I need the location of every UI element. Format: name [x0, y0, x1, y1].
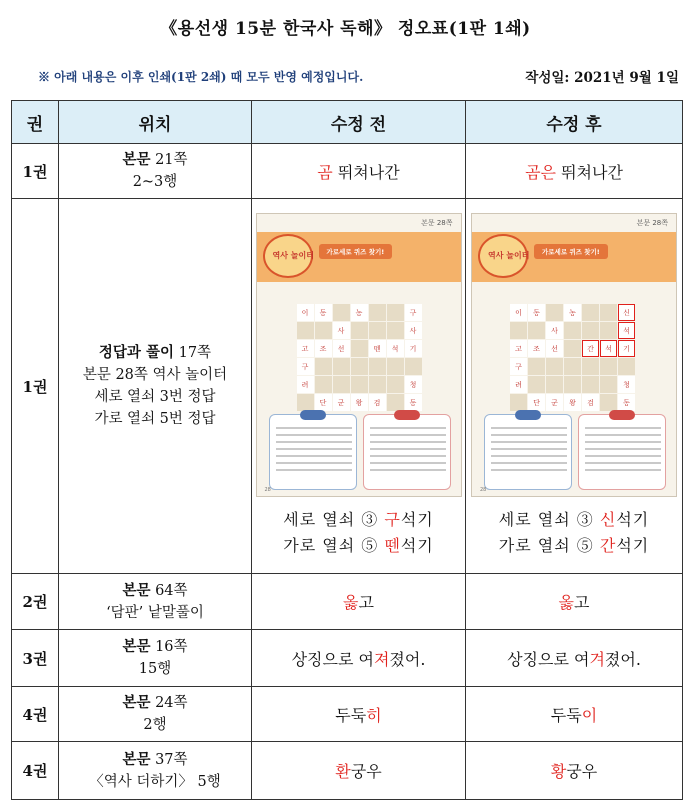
crossword-cell — [510, 322, 527, 339]
crossword-cell: 석 — [387, 340, 404, 357]
answer-highlight: 간 — [599, 536, 617, 555]
crossword-cell: 고 — [297, 340, 314, 357]
crossword-cell: 단 — [315, 394, 332, 411]
after-answers — [466, 507, 682, 559]
crossword-cell — [315, 358, 332, 375]
answer-text: 세로 열쇠 ③ — [283, 510, 385, 529]
header-volume: 권 — [12, 101, 59, 144]
reprint-notice: ※ 아래 내용은 이후 인쇄(1판 2쇄) 때 모두 반영 예정입니다. — [38, 70, 364, 84]
before-text: 졌어. — [389, 649, 426, 669]
crossword-cell: 려 — [510, 376, 527, 393]
crossword-cell — [333, 376, 350, 393]
crossword-cell: 사 — [333, 322, 350, 339]
crossword-cell — [315, 322, 332, 339]
location-line: 2행 — [143, 717, 167, 733]
crossword-cell — [600, 376, 617, 393]
volume-cell: 1권 — [12, 199, 59, 574]
crossword-cell: 석 — [618, 322, 635, 339]
after-cell — [466, 199, 683, 574]
crossword-cell: 조 — [528, 340, 545, 357]
answer-text: 석기 — [400, 536, 434, 555]
after-highlight: 옳 — [558, 593, 574, 612]
after-text: 두둑 — [550, 705, 582, 725]
crossword-cell: 청 — [618, 376, 635, 393]
crossword-cell: 선 — [546, 340, 563, 357]
after-text: 궁우 — [566, 762, 598, 781]
table-row — [12, 630, 683, 687]
header-before: 수정 전 — [252, 101, 466, 144]
table-row — [12, 687, 683, 742]
crossword-cell: 검 — [582, 394, 599, 411]
crossword-cell — [351, 340, 368, 357]
horizontal-clue-box — [363, 414, 451, 490]
crossword-cell: 고 — [510, 340, 527, 357]
crossword-cell: 검 — [369, 394, 386, 411]
thumbnail-footer: 28 — [264, 487, 271, 493]
crossword-cell — [369, 322, 386, 339]
table-row — [12, 199, 683, 574]
crossword-cell: 왕 — [564, 394, 581, 411]
location-line: ‘담판’ 낱말풀이 — [106, 604, 204, 621]
before-text: 두둑 — [335, 705, 367, 725]
document-title: 《용선생 15분 한국사 독해》 정오표(1판 1쇄) — [160, 19, 531, 39]
vertical-clue-box — [484, 414, 572, 490]
location-line: 본문 28쪽 역사 놀이터 — [82, 367, 228, 383]
crossword-cell: 단 — [528, 394, 545, 411]
location-label: 본문 — [122, 581, 151, 599]
crossword-cell — [564, 340, 581, 357]
crossword-cell: 선 — [333, 340, 350, 357]
header-location: 위치 — [59, 101, 252, 144]
location-line: 가로 열쇠 5번 정답 — [94, 411, 216, 427]
location-page: 64쪽 — [150, 582, 188, 599]
answer-highlight: 신 — [599, 510, 617, 529]
header-after: 수정 후 — [466, 101, 683, 144]
before-cell — [252, 199, 466, 574]
crossword-cell — [600, 358, 617, 375]
location-page: 16쪽 — [150, 639, 188, 655]
table-row — [12, 574, 683, 630]
crossword-cell: 기 — [405, 340, 422, 357]
crossword-cell — [564, 322, 581, 339]
before-highlight: 환 — [335, 762, 351, 781]
thumbnail-title: 가로세로 퀴즈 찾기! — [319, 244, 393, 259]
location-label: 본문 — [122, 638, 151, 655]
location-line: 2~3행 — [132, 174, 178, 190]
crossword-cell: 농 — [564, 304, 581, 321]
answer-text: 가로 열쇠 ⑤ — [283, 536, 385, 555]
table-row — [12, 742, 683, 800]
crossword-cell: 이 — [297, 304, 314, 321]
location-line: 세로 열쇠 3번 정답 — [94, 389, 216, 405]
location-page: 17쪽 — [174, 345, 212, 361]
errata-table — [11, 100, 683, 800]
location-cell — [59, 630, 252, 687]
crossword-cell: 동 — [528, 304, 545, 321]
volume-cell: 2권 — [12, 574, 59, 630]
before-cell — [252, 144, 466, 199]
after-text: 상징으로 여 — [507, 649, 590, 669]
crossword-cell — [600, 304, 617, 321]
crossword-cell — [333, 304, 350, 321]
answer-text: 석기 — [616, 510, 650, 529]
crossword-cell: 구 — [297, 358, 314, 375]
puzzle-page-thumbnail-after — [471, 213, 677, 497]
crossword-cell: 청 — [405, 376, 422, 393]
crossword-cell: 군 — [333, 394, 350, 411]
volume-cell: 3권 — [12, 630, 59, 687]
location-line: 15행 — [138, 661, 172, 677]
before-cell — [252, 687, 466, 742]
crossword-cell — [387, 358, 404, 375]
after-cell — [466, 687, 683, 742]
crossword-cell — [369, 358, 386, 375]
logo-text: 역사 놀이터 — [272, 251, 314, 260]
answer-text: 세로 열쇠 ③ — [498, 510, 600, 529]
crossword-cell — [351, 358, 368, 375]
before-cell — [252, 574, 466, 630]
crossword-cell — [315, 376, 332, 393]
crossword-grid-before — [297, 304, 422, 411]
crossword-cell — [369, 304, 386, 321]
crossword-cell — [297, 394, 314, 411]
crossword-cell: 군 — [546, 394, 563, 411]
crossword-grid-after — [510, 304, 635, 411]
before-text: 궁우 — [350, 762, 382, 781]
crossword-cell: 사 — [405, 322, 422, 339]
crossword-cell: 동 — [405, 394, 422, 411]
crossword-cell: 기 — [618, 340, 635, 357]
crossword-cell: 려 — [297, 376, 314, 393]
before-answers — [252, 507, 465, 559]
location-cell — [59, 687, 252, 742]
crossword-cell: 석 — [600, 340, 617, 357]
crossword-cell — [528, 376, 545, 393]
crossword-cell — [546, 358, 563, 375]
after-cell — [466, 144, 683, 199]
crossword-cell — [582, 376, 599, 393]
crossword-cell — [546, 304, 563, 321]
crossword-cell — [351, 322, 368, 339]
crossword-cell — [618, 358, 635, 375]
location-cell — [59, 742, 252, 800]
crossword-cell — [405, 358, 422, 375]
crossword-cell — [564, 358, 581, 375]
crossword-cell — [351, 376, 368, 393]
crossword-cell — [528, 358, 545, 375]
crossword-cell — [333, 358, 350, 375]
crossword-cell — [600, 322, 617, 339]
crossword-cell — [582, 322, 599, 339]
crossword-cell: 구 — [405, 304, 422, 321]
vertical-clue-box — [269, 414, 357, 490]
crossword-cell: 사 — [546, 322, 563, 339]
after-text: 고 — [574, 593, 590, 612]
crossword-cell — [528, 322, 545, 339]
answer-highlight: 뗀 — [384, 536, 401, 555]
horizontal-clue-box — [578, 414, 666, 490]
crossword-cell — [387, 376, 404, 393]
puzzle-page-thumbnail-before — [256, 213, 462, 497]
crossword-cell: 동 — [315, 304, 332, 321]
thumbnail-page-label: 본문 28쪽 — [636, 219, 668, 227]
location-cell — [59, 574, 252, 630]
after-text: 뛰쳐나간 — [556, 162, 623, 182]
before-cell — [252, 630, 466, 687]
crossword-cell — [387, 322, 404, 339]
crossword-cell: 농 — [351, 304, 368, 321]
thumbnail-page-label: 본문 28쪽 — [421, 219, 453, 227]
crossword-cell — [387, 304, 404, 321]
location-label: 본문 — [122, 694, 151, 711]
location-cell — [59, 199, 252, 574]
before-highlight: 히 — [366, 705, 382, 725]
after-highlight: 겨 — [589, 649, 605, 669]
answer-text: 석기 — [616, 536, 650, 555]
thumbnail-footer: 28 — [480, 487, 487, 493]
before-text: 고 — [358, 593, 374, 612]
after-cell — [466, 574, 683, 630]
after-highlight: 황 — [550, 762, 567, 781]
after-highlight: 곰은 — [525, 162, 556, 182]
table-header-row — [12, 101, 683, 144]
after-text: 졌어. — [604, 649, 641, 669]
location-line: 〈역사 더하기〉 5행 — [89, 773, 221, 790]
crossword-cell: 이 — [510, 304, 527, 321]
crossword-cell: 왕 — [351, 394, 368, 411]
crossword-cell: 뗀 — [369, 340, 386, 357]
crossword-cell — [369, 376, 386, 393]
before-text: 상징으로 여 — [291, 649, 374, 669]
crossword-cell: 간 — [582, 340, 599, 357]
answer-text: 가로 열쇠 ⑤ — [498, 536, 600, 555]
logo-text: 역사 놀이터 — [488, 251, 530, 260]
after-highlight: 이 — [581, 705, 598, 725]
before-cell — [252, 742, 466, 800]
crossword-cell — [546, 376, 563, 393]
thumbnail-title: 가로세로 퀴즈 찾기! — [534, 244, 608, 259]
location-label: 본문 — [122, 151, 151, 168]
crossword-cell — [297, 322, 314, 339]
before-text: 뛰쳐나간 — [332, 162, 400, 182]
crossword-cell: 동 — [618, 394, 635, 411]
answer-highlight: 구 — [384, 510, 401, 529]
crossword-cell — [564, 376, 581, 393]
table-row — [12, 144, 683, 199]
crossword-cell — [387, 394, 404, 411]
after-cell — [466, 742, 683, 800]
location-page: 21쪽 — [150, 152, 188, 168]
written-date: 작성일: 2021년 9월 1일 — [525, 70, 679, 86]
volume-cell: 1권 — [12, 144, 59, 199]
volume-cell: 4권 — [12, 687, 59, 742]
before-highlight: 져 — [373, 649, 390, 669]
crossword-cell — [600, 394, 617, 411]
location-page: 37쪽 — [150, 751, 188, 768]
before-highlight: 옳 — [343, 593, 359, 612]
before-highlight: 곰 — [317, 162, 333, 182]
location-label: 본문 — [122, 750, 151, 768]
answer-text: 석기 — [400, 510, 434, 529]
crossword-cell — [582, 358, 599, 375]
crossword-cell: 조 — [315, 340, 332, 357]
crossword-cell: 신 — [618, 304, 635, 321]
crossword-cell: 구 — [510, 358, 527, 375]
crossword-cell — [510, 394, 527, 411]
volume-cell: 4권 — [12, 742, 59, 800]
location-label: 정답과 풀이 — [98, 344, 174, 361]
location-cell — [59, 144, 252, 199]
after-cell — [466, 630, 683, 687]
location-page: 24쪽 — [150, 695, 188, 711]
crossword-cell — [582, 304, 599, 321]
